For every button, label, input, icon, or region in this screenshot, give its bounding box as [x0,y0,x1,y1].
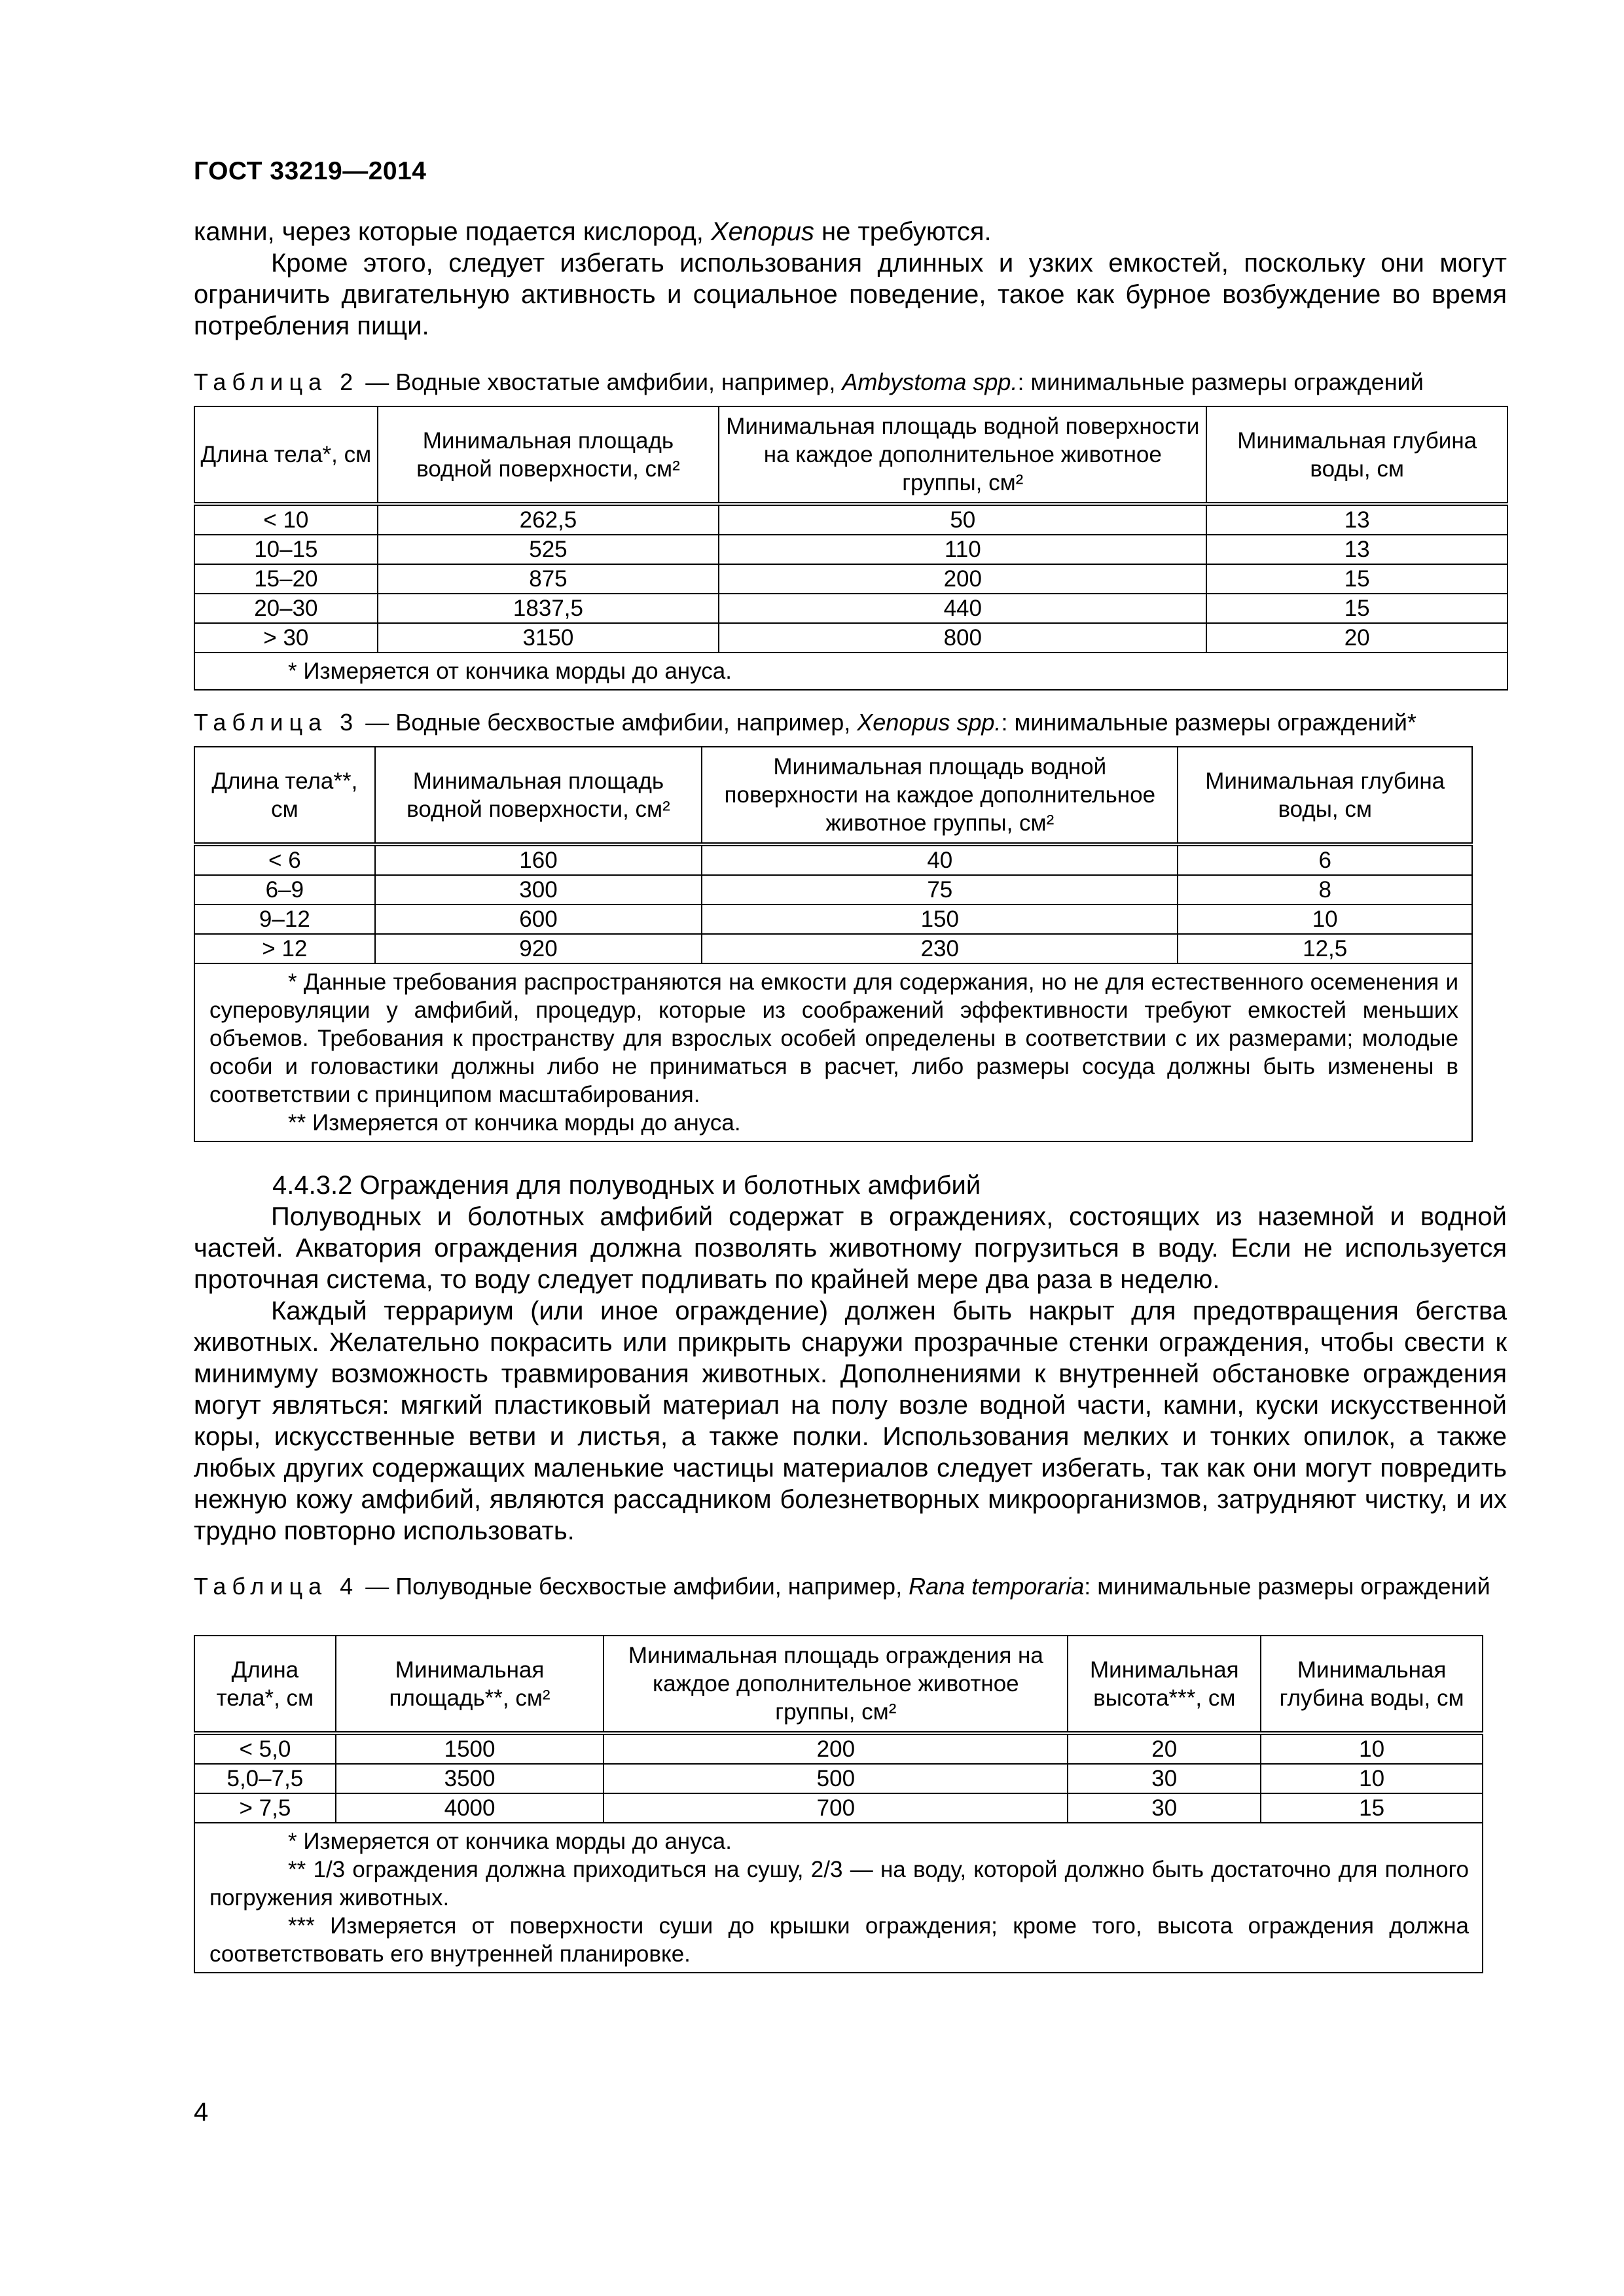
table-cell: > 7,5 [194,1793,336,1823]
table-cell: 9–12 [194,905,375,934]
table-2-caption [194,368,1424,397]
table-2-header-cell: Минимальная площадь водной поверхности на каждое дополнительное животное группы, см² [719,406,1206,504]
table-row [194,564,1507,594]
table-4-header-cell: Длина тела*, см [194,1636,336,1733]
table-cell: 15 [1206,564,1507,594]
paragraph-1-text-a: камни, через которые подается кислород, [194,217,711,246]
table-2-label: Таблица 2 [194,368,359,395]
table-cell: 200 [719,564,1206,594]
table-3-label: Таблица 3 [194,709,359,736]
table-2 [194,406,1508,691]
table-notes-row [194,963,1472,1141]
table-cell: 15–20 [194,564,378,594]
table-cell: 10 [1178,905,1472,934]
table-row [194,594,1507,623]
table-row [194,1793,1483,1823]
paragraph-1-species: Xenopus [710,217,814,246]
table-row [194,905,1472,934]
table-4-header-cell: Минимальная площадь**, см² [336,1636,604,1733]
table-cell: 20 [1068,1733,1261,1764]
table-cell: 30 [1068,1793,1261,1823]
paragraph-3: Полуводных и болотных амфибий содержат в ограждениях, состоящих из наземной и водной частей. Акватория ограждения должна позволять животному погрузиться в воду. Если не используется проточная система, то воду следует подливать по крайней мере два раза в неделю. [194,1202,1507,1294]
table-2-header-cell: Минимальная площадь водной поверхности, см² [378,406,719,504]
table-4 [194,1635,1483,1973]
table-row [194,844,1472,875]
table-4-caption-tail: : минимальные размеры ограждений [1084,1573,1490,1600]
table-cell: 150 [702,905,1178,934]
table-note: * Измеряется от кончика морды до ануса. [288,1829,732,1854]
table-note: * Данные требования распространяются на емкости для содержания, но не для естественного осеменения и суперовуляции у амфибий, процедур, которые из соображений эффективности требуют емкостей меньших объемов. Требования к пространству для взрослых особей определены в соответствии с их размерами; молодые особи и головастики должны либо не приниматься в расчет, либо размеры сосуда должны быть изменены в соответствии с принципом масштабирования. [209,969,1458,1107]
table-3-species: Xenopus spp. [857,709,1001,736]
table-2-notes [194,653,1507,690]
table-2-caption-tail: : минимальные размеры ограждений [1017,368,1424,395]
table-row [194,934,1472,963]
section-title: 4.4.3.2 Ограждения для полуводных и болотных амфибий [272,1171,981,1200]
table-cell: 13 [1206,504,1507,535]
table-cell: 800 [719,623,1206,653]
table-cell: 3150 [378,623,719,653]
table-row [194,1764,1483,1793]
table-cell: 15 [1261,1793,1483,1823]
table-cell: 300 [375,875,702,905]
table-cell: 75 [702,875,1178,905]
table-4-header-cell: Минимальная площадь ограждения на каждое дополнительное животное группы, см² [604,1636,1068,1733]
table-cell: 920 [375,934,702,963]
table-cell: 15 [1206,594,1507,623]
document-header: ГОСТ 33219—2014 [194,157,427,185]
table-4-label: Таблица 4 [194,1573,359,1600]
page-number: 4 [194,2098,209,2126]
table-4-header-cell: Минимальная высота***, см [1068,1636,1261,1733]
table-row [194,504,1507,535]
table-cell: 40 [702,844,1178,875]
table-cell: < 10 [194,504,378,535]
table-cell: < 5,0 [194,1733,336,1764]
table-4-caption-text: — Полуводные бесхвостые амфибии, например, [365,1573,909,1600]
table-3-caption [194,708,1416,737]
paragraph-1-text-b: не требуются. [814,217,992,246]
table-4-header-cell: Минимальная глубина воды, см [1261,1636,1483,1733]
table-note: *** Измеряется от поверхности суши до крышки ограждения; кроме того, высота ограждения должна соответствовать его внутренней планировке. [209,1913,1469,1967]
table-3 [194,746,1473,1142]
table-cell: 110 [719,535,1206,564]
table-cell: 3500 [336,1764,604,1793]
table-row [194,875,1472,905]
table-4-species: Rana temporaria [909,1573,1085,1600]
table-3-header-cell: Минимальная площадь водной поверхности, см² [375,747,702,844]
table-cell: 6–9 [194,875,375,905]
table-notes-row [194,1823,1483,1973]
table-cell: 525 [378,535,719,564]
table-4-notes [194,1823,1483,1973]
table-cell: 875 [378,564,719,594]
table-cell: 8 [1178,875,1472,905]
table-4-caption [194,1572,1507,1601]
table-cell: 500 [604,1764,1068,1793]
table-row [194,1733,1483,1764]
table-cell: 10 [1261,1764,1483,1793]
table-3-header-cell: Минимальная глубина воды, см [1178,747,1472,844]
table-cell: 262,5 [378,504,719,535]
table-cell: 440 [719,594,1206,623]
table-cell: 5,0–7,5 [194,1764,336,1793]
table-2-header-cell: Минимальная глубина воды, см [1206,406,1507,504]
table-cell: 1500 [336,1733,604,1764]
table-cell: 4000 [336,1793,604,1823]
table-cell: < 6 [194,844,375,875]
table-cell: 12,5 [1178,934,1472,963]
paragraph-1 [194,216,1507,247]
table-3-caption-text: — Водные бесхвостые амфибии, например, [365,709,857,736]
table-cell: > 30 [194,623,378,653]
table-3-caption-tail: : минимальные размеры ограждений* [1001,709,1416,736]
table-3-header-cell: Длина тела**, см [194,747,375,844]
paragraph-2: Кроме этого, следует избегать использования длинных и узких емкостей, поскольку они могут ограничить двигательную активность и социальное поведение, такое как бурное возбуждение во время потребления пищи. [194,249,1507,340]
table-cell: 10–15 [194,535,378,564]
table-cell: 600 [375,905,702,934]
table-2-header-cell: Длина тела*, см [194,406,378,504]
table-cell: 6 [1178,844,1472,875]
table-cell: 700 [604,1793,1068,1823]
table-cell: 230 [702,934,1178,963]
table-cell: 1837,5 [378,594,719,623]
table-note: ** Измеряется от кончика морды до ануса. [288,1110,741,1136]
table-3-header-cell: Минимальная площадь водной поверхности на каждое дополнительное животное группы, см² [702,747,1178,844]
table-cell: 10 [1261,1733,1483,1764]
table-row [194,623,1507,653]
paragraph-4: Каждый террариум (или иное ограждение) должен быть накрыт для предотвращения бегства животных. Желательно покрасить или прикрыть снаружи прозрачные стенки ограждения, чтобы свести к минимуму возможность травмирования животных. Дополнениями к внутренней обстановке ограждения могут являться: мягкий пластиковый материал на полу возле водной части, камни, куски искусственной коры, искусственные ветви и листья, а также полки. Использования мелких и тонких опилок, а также любых других содержащих маленькие частицы материалов следует избегать, так как они могут повредить нежную кожу амфибий, являются рассадником болезнетворных микроорганизмов, затрудняют чистку, и их трудно повторно использовать. [194,1297,1507,1545]
table-row [194,535,1507,564]
table-note: * Измеряется от кончика морды до ануса. [288,658,732,684]
table-cell: 20–30 [194,594,378,623]
table-cell: 13 [1206,535,1507,564]
table-cell: 200 [604,1733,1068,1764]
table-cell: 20 [1206,623,1507,653]
table-cell: 160 [375,844,702,875]
table-2-caption-text: — Водные хвостатые амфибии, например, [365,368,842,395]
table-cell: 50 [719,504,1206,535]
table-note: ** 1/3 ограждения должна приходиться на сушу, 2/3 — на воду, которой должно быть достаточно для полного погружения животных. [209,1857,1469,1910]
table-cell: 30 [1068,1764,1261,1793]
table-notes-row [194,653,1507,690]
table-2-species: Ambystoma spp. [842,368,1018,395]
table-3-notes [194,963,1472,1141]
table-cell: > 12 [194,934,375,963]
